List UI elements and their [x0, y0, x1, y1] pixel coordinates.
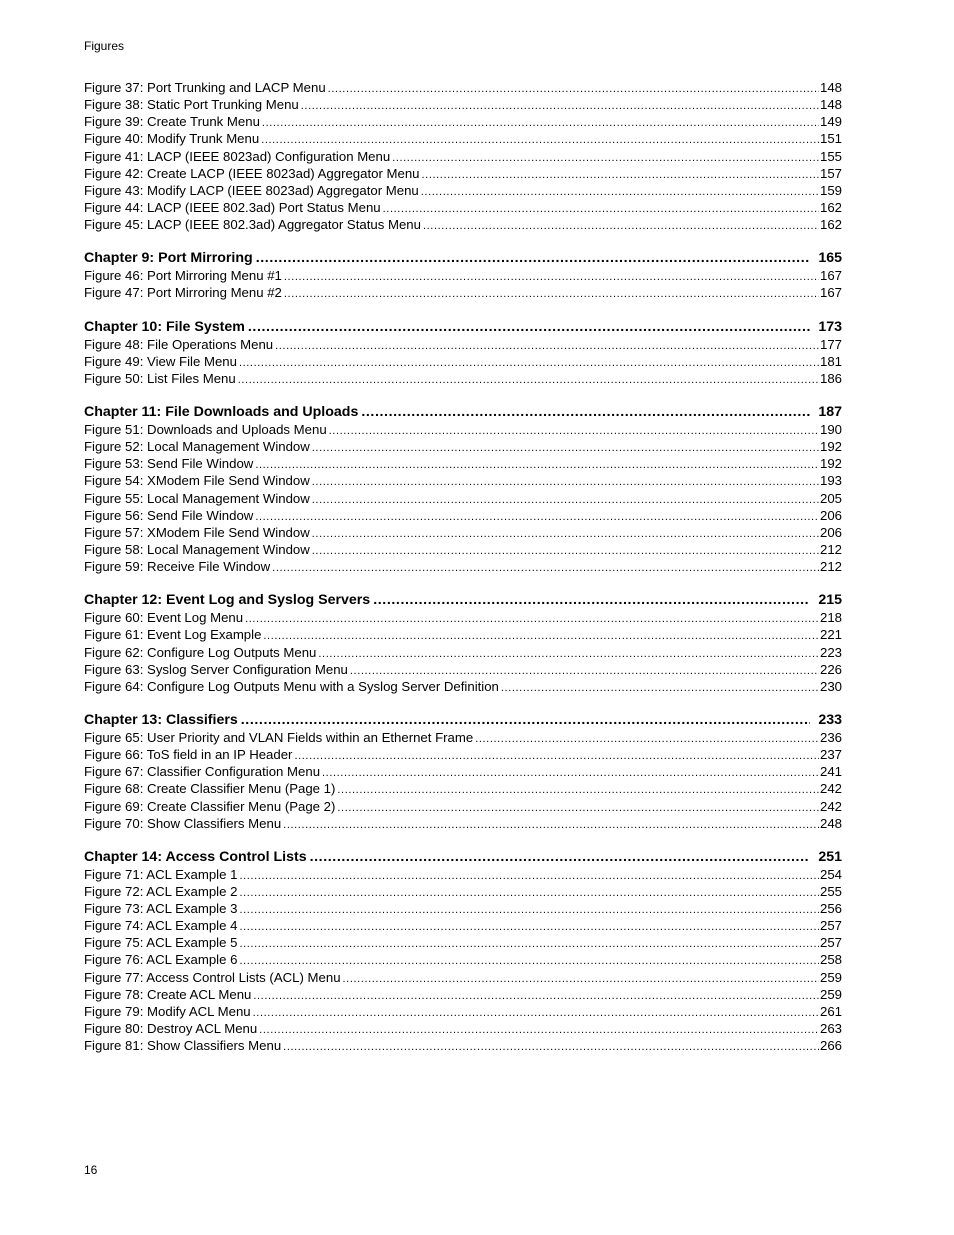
figure-entry[interactable]	[84, 216, 842, 233]
figure-title: Figure 72: ACL Example 2	[84, 883, 238, 899]
dot-leader	[241, 711, 811, 730]
figure-title: Figure 64: Configure Log Outputs Menu with a Syslog Server Definition	[84, 678, 499, 694]
chapter-title: Chapter 9: Port Mirroring	[84, 250, 253, 267]
figure-page-number: 237	[819, 747, 842, 763]
dot-leader	[294, 748, 819, 765]
figure-title: Figure 66: ToS field in an IP Header	[84, 747, 293, 763]
chapter-page-number: 187	[818, 403, 842, 420]
figure-page-number: 177	[819, 336, 842, 352]
figure-title: Figure 59: Receive File Window	[84, 559, 271, 575]
dot-leader	[312, 474, 819, 491]
dot-leader	[245, 611, 819, 628]
figure-title: Figure 44: LACP (IEEE 802.3ad) Port Status Menu	[84, 199, 381, 215]
dot-leader	[239, 919, 819, 936]
figure-entry[interactable]	[84, 165, 842, 182]
figure-page-number: 159	[819, 182, 842, 198]
figure-page-number: 257	[819, 918, 842, 934]
figure-entry[interactable]	[84, 1003, 842, 1020]
figure-entry[interactable]	[84, 182, 842, 199]
figure-entry[interactable]	[84, 507, 842, 524]
dot-leader	[422, 167, 819, 184]
figure-page-number: 218	[819, 610, 842, 626]
figure-entry[interactable]	[84, 267, 842, 284]
figure-page-number: 266	[819, 1038, 842, 1054]
dot-leader	[283, 1039, 819, 1056]
figure-page-number: 148	[819, 80, 842, 95]
figure-entry[interactable]	[84, 644, 842, 661]
chapter-entry[interactable]	[84, 249, 842, 267]
dot-leader	[238, 372, 819, 389]
figure-page-number: 226	[819, 661, 842, 677]
dot-leader	[263, 628, 819, 645]
figure-entry[interactable]	[84, 284, 842, 301]
toc-section	[84, 249, 842, 301]
figure-page-number: 248	[819, 815, 842, 831]
dot-leader	[475, 731, 819, 748]
chapter-title: Chapter 10: File System	[84, 318, 245, 335]
dot-leader	[328, 81, 819, 98]
figure-entry[interactable]	[84, 934, 842, 951]
figure-page-number: 181	[819, 353, 842, 369]
figure-title: Figure 77: Access Control Lists (ACL) Menu	[84, 969, 341, 985]
figure-entry[interactable]	[84, 199, 842, 216]
figure-title: Figure 57: XModem File Send Window	[84, 524, 310, 540]
figure-entry[interactable]	[84, 729, 842, 746]
figure-page-number: 192	[819, 456, 842, 472]
chapter-entry[interactable]	[84, 591, 842, 609]
figure-entry[interactable]	[84, 148, 842, 165]
figure-entry[interactable]	[84, 1020, 842, 1037]
figure-page-number: 157	[819, 165, 842, 181]
dot-leader	[373, 591, 810, 610]
figure-title: Figure 48: File Operations Menu	[84, 336, 274, 352]
figure-entry[interactable]	[84, 678, 842, 695]
dot-leader	[262, 115, 819, 132]
dot-leader	[337, 782, 819, 799]
figure-page-number: 230	[819, 678, 842, 694]
figure-entry[interactable]	[84, 130, 842, 147]
figure-page-number: 256	[819, 901, 842, 917]
toc-section	[84, 403, 842, 575]
figure-page-number: 206	[819, 507, 842, 523]
figure-entry[interactable]	[84, 986, 842, 1003]
figure-title: Figure 61: Event Log Example	[84, 627, 262, 643]
figure-title: Figure 51: Downloads and Uploads Menu	[84, 421, 327, 437]
figure-page-number: 259	[819, 969, 842, 985]
chapter-page-number: 173	[818, 318, 842, 335]
figure-entry[interactable]	[84, 455, 842, 472]
dot-leader	[337, 800, 819, 817]
chapter-title: Chapter 14: Access Control Lists	[84, 848, 307, 865]
toc-section	[84, 848, 842, 1055]
dot-leader	[253, 988, 819, 1005]
figure-page-number: 155	[819, 148, 842, 164]
dot-leader	[253, 1005, 819, 1022]
figure-title: Figure 80: Destroy ACL Menu	[84, 1021, 258, 1037]
chapter-entry[interactable]	[84, 318, 842, 336]
figure-page-number: 205	[819, 490, 842, 506]
figure-title: Figure 40: Modify Trunk Menu	[84, 131, 260, 147]
figure-title: Figure 81: Show Classifiers Menu	[84, 1038, 282, 1054]
figure-title: Figure 38: Static Port Trunking Menu	[84, 97, 299, 113]
figure-page-number: 162	[819, 199, 842, 215]
figure-page-number: 192	[819, 439, 842, 455]
dot-leader	[361, 403, 810, 422]
figure-entry[interactable]	[84, 79, 842, 96]
chapter-page-number: 251	[818, 848, 842, 865]
figure-title: Figure 39: Create Trunk Menu	[84, 114, 260, 130]
figure-page-number: 148	[819, 97, 842, 113]
figure-page-number: 261	[819, 1003, 842, 1019]
figure-page-number: 257	[819, 935, 842, 951]
figure-entry[interactable]	[84, 969, 842, 986]
dot-leader	[284, 286, 819, 303]
chapter-title: Chapter 13: Classifiers	[84, 711, 238, 728]
toc-section	[84, 318, 842, 387]
figure-entry[interactable]	[84, 113, 842, 130]
dot-leader	[275, 338, 819, 355]
figure-title: Figure 63: Syslog Server Configuration Menu	[84, 661, 348, 677]
figure-entry[interactable]	[84, 951, 842, 968]
dot-leader	[239, 868, 819, 885]
figure-entry[interactable]	[84, 780, 842, 797]
figure-entry[interactable]	[84, 917, 842, 934]
dot-leader	[312, 492, 819, 509]
figure-title: Figure 79: Modify ACL Menu	[84, 1003, 251, 1019]
figure-entry[interactable]	[84, 883, 842, 900]
figure-title: Figure 55: Local Management Window	[84, 490, 310, 506]
figure-entry[interactable]	[84, 438, 842, 455]
figure-title: Figure 49: View File Menu	[84, 353, 237, 369]
figure-title: Figure 43: Modify LACP (IEEE 8023ad) Aggregator Menu	[84, 182, 419, 198]
figure-page-number: 190	[819, 421, 842, 437]
dot-leader	[312, 526, 819, 543]
running-header: Figures	[84, 39, 125, 53]
figure-entry[interactable]	[84, 626, 842, 643]
dot-leader	[259, 1022, 819, 1039]
dot-leader	[255, 509, 819, 526]
dot-leader	[383, 201, 819, 218]
table-of-figures	[84, 79, 842, 1070]
figure-page-number: 254	[819, 866, 842, 882]
figure-title: Figure 78: Create ACL Menu	[84, 986, 252, 1002]
figure-title: Figure 62: Configure Log Outputs Menu	[84, 644, 317, 660]
toc-section	[84, 591, 842, 695]
figure-page-number: 212	[819, 541, 842, 557]
figure-title: Figure 75: ACL Example 5	[84, 935, 238, 951]
figure-title: Figure 52: Local Management Window	[84, 439, 310, 455]
figure-title: Figure 60: Event Log Menu	[84, 610, 244, 626]
dot-leader	[329, 423, 819, 440]
dot-leader	[239, 885, 819, 902]
figure-entry[interactable]	[84, 421, 842, 438]
figure-title: Figure 69: Create Classifier Menu (Page 2)	[84, 798, 336, 814]
dot-leader	[255, 457, 819, 474]
figure-page-number: 241	[819, 764, 842, 780]
figure-page-number: 186	[819, 370, 842, 386]
figure-title: Figure 47: Port Mirroring Menu #2	[84, 285, 282, 301]
dot-leader	[312, 543, 819, 560]
chapter-page-number: 165	[818, 250, 842, 267]
figure-entry[interactable]	[84, 1037, 842, 1054]
figure-title: Figure 70: Show Classifiers Menu	[84, 815, 282, 831]
figure-title: Figure 46: Port Mirroring Menu #1	[84, 268, 282, 284]
figure-page-number: 193	[819, 473, 842, 489]
dot-leader	[343, 971, 819, 988]
dot-leader	[256, 249, 811, 268]
figure-title: Figure 65: User Priority and VLAN Fields within an Ethernet Frame	[84, 729, 474, 745]
figure-entry[interactable]	[84, 609, 842, 626]
figure-title: Figure 76: ACL Example 6	[84, 952, 238, 968]
figure-entry[interactable]	[84, 524, 842, 541]
figure-entry[interactable]	[84, 798, 842, 815]
figure-page-number: 236	[819, 729, 842, 745]
dot-leader	[318, 646, 819, 663]
figure-entry[interactable]	[84, 900, 842, 917]
figure-page-number: 167	[819, 268, 842, 284]
figure-page-number: 263	[819, 1021, 842, 1037]
figure-title: Figure 42: Create LACP (IEEE 8023ad) Aggregator Menu	[84, 165, 420, 181]
figure-title: Figure 41: LACP (IEEE 8023ad) Configuration Menu	[84, 148, 391, 164]
dot-leader	[322, 765, 819, 782]
figure-title: Figure 73: ACL Example 3	[84, 901, 238, 917]
figure-entry[interactable]	[84, 541, 842, 558]
dot-leader	[421, 184, 819, 201]
figure-title: Figure 67: Classifier Configuration Menu	[84, 764, 321, 780]
dot-leader	[239, 355, 819, 372]
figure-entry[interactable]	[84, 336, 842, 353]
figure-page-number: 258	[819, 952, 842, 968]
figure-entry[interactable]	[84, 472, 842, 489]
figure-page-number: 259	[819, 986, 842, 1002]
dot-leader	[283, 817, 819, 834]
figure-title: Figure 68: Create Classifier Menu (Page 1)	[84, 781, 336, 797]
chapter-title: Chapter 12: Event Log and Syslog Servers	[84, 592, 371, 609]
figure-title: Figure 56: Send File Window	[84, 507, 254, 523]
figure-page-number: 149	[819, 114, 842, 130]
toc-section	[84, 711, 842, 832]
chapter-title: Chapter 11: File Downloads and Uploads	[84, 403, 359, 420]
figure-title: Figure 54: XModem File Send Window	[84, 473, 310, 489]
figure-page-number: 212	[819, 559, 842, 575]
chapter-entry[interactable]	[84, 848, 842, 866]
dot-leader	[423, 218, 819, 235]
figure-page-number: 242	[819, 781, 842, 797]
dot-leader	[239, 902, 819, 919]
figure-page-number: 151	[819, 131, 842, 147]
figure-entry[interactable]	[84, 746, 842, 763]
figure-title: Figure 37: Port Trunking and LACP Menu	[84, 80, 326, 95]
dot-leader	[284, 269, 819, 286]
figure-entry[interactable]	[84, 661, 842, 678]
figure-page-number: 242	[819, 798, 842, 814]
figure-title: Figure 71: ACL Example 1	[84, 866, 238, 882]
figure-entry[interactable]	[84, 866, 842, 883]
figure-title: Figure 50: List Files Menu	[84, 370, 236, 386]
page-number: 16	[84, 1163, 98, 1177]
figure-page-number: 167	[819, 285, 842, 301]
toc-section	[84, 79, 842, 233]
dot-leader	[310, 848, 811, 867]
figure-page-number: 162	[819, 217, 842, 233]
figure-page-number: 221	[819, 627, 842, 643]
figure-title: Figure 45: LACP (IEEE 802.3ad) Aggregator Status Menu	[84, 217, 421, 233]
figure-entry[interactable]	[84, 370, 842, 387]
dot-leader	[501, 680, 819, 697]
figure-title: Figure 74: ACL Example 4	[84, 918, 238, 934]
figure-entry[interactable]	[84, 815, 842, 832]
dot-leader	[248, 318, 810, 337]
chapter-page-number: 233	[818, 711, 842, 728]
figure-page-number: 206	[819, 524, 842, 540]
dot-leader	[301, 98, 819, 115]
figure-page-number: 223	[819, 644, 842, 660]
dot-leader	[392, 150, 819, 167]
dot-leader	[272, 560, 819, 577]
chapter-entry[interactable]	[84, 403, 842, 421]
dot-leader	[312, 440, 819, 457]
figure-entry[interactable]	[84, 490, 842, 507]
dot-leader	[239, 936, 819, 953]
chapter-entry[interactable]	[84, 711, 842, 729]
figure-entry[interactable]	[84, 558, 842, 575]
figure-entry[interactable]	[84, 763, 842, 780]
figure-title: Figure 58: Local Management Window	[84, 541, 310, 557]
chapter-page-number: 215	[818, 592, 842, 609]
figure-entry[interactable]	[84, 96, 842, 113]
figure-page-number: 255	[819, 883, 842, 899]
figure-title: Figure 53: Send File Window	[84, 456, 254, 472]
figure-entry[interactable]	[84, 353, 842, 370]
